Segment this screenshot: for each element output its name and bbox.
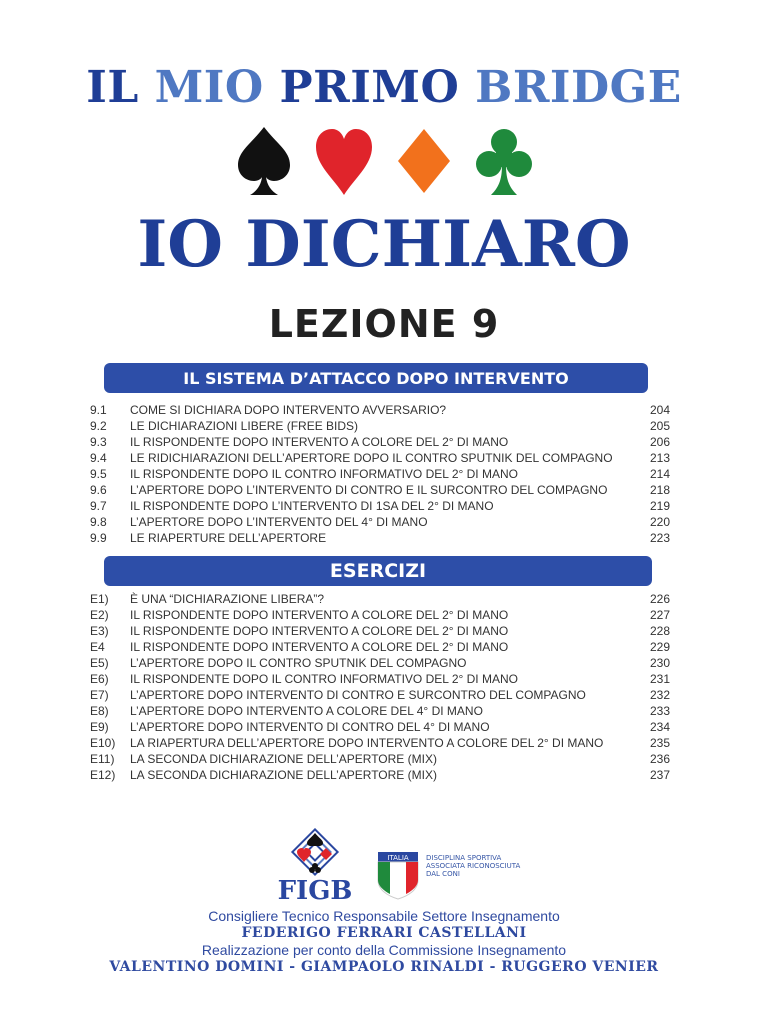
- toc-section-1: [90, 402, 670, 546]
- toc-page: 220: [649, 515, 670, 529]
- toc-row: [90, 687, 670, 703]
- toc-page: 205: [649, 419, 670, 433]
- toc-page: 237: [649, 768, 670, 782]
- toc-page: 234: [649, 720, 670, 734]
- toc-text: IL RISPONDENTE DOPO IL CONTRO INFORMATIVO DEL 2° DI MANO: [130, 467, 518, 481]
- toc-row: [90, 703, 670, 719]
- card-suits-row: [0, 125, 768, 205]
- toc-text: L’APERTORE DOPO IL CONTRO SPUTNIK DEL COMPAGNO: [130, 656, 467, 670]
- toc-row: [90, 514, 670, 530]
- toc-section-2: [90, 591, 670, 783]
- toc-page: 236: [649, 752, 670, 766]
- toc-text: COME SI DICHIARA DOPO INTERVENTO AVVERSARIO?: [130, 403, 447, 417]
- toc-row: [90, 402, 670, 418]
- toc-number: 9.1: [90, 403, 107, 417]
- toc-number: E4: [90, 640, 105, 654]
- toc-number: E11): [90, 752, 115, 766]
- toc-number: E10): [90, 736, 116, 750]
- toc-row: [90, 751, 670, 767]
- club-icon: [474, 125, 534, 197]
- toc-row: [90, 434, 670, 450]
- credits-author: FEDERIGO FERRARI CASTELLANI: [241, 925, 527, 941]
- toc-row: [90, 530, 670, 546]
- toc-row: [90, 735, 670, 751]
- figb-logo: [262, 828, 368, 908]
- section-heading-esercizi: ESERCIZI: [104, 556, 652, 586]
- toc-number: 9.5: [90, 467, 107, 481]
- coni-caption: [426, 854, 536, 878]
- toc-number: E7): [90, 688, 109, 702]
- title-word-2: MIO: [154, 62, 264, 113]
- section-heading-sistema: IL SISTEMA D’ATTACCO DOPO INTERVENTO: [104, 363, 648, 393]
- toc-number: E8): [90, 704, 109, 718]
- toc-page: 235: [649, 736, 670, 750]
- book-title: IO DICHIARO: [137, 207, 631, 282]
- coni-line-2: ASSOCIATA RICONOSCIUTA: [426, 862, 521, 870]
- toc-page: 227: [649, 608, 670, 622]
- toc-row: [90, 466, 670, 482]
- toc-page: 213: [649, 451, 670, 465]
- toc-number: E12): [90, 768, 116, 782]
- toc-text: L’APERTORE DOPO INTERVENTO A COLORE DEL 4° DI MANO: [130, 704, 483, 718]
- toc-row: [90, 591, 670, 607]
- italia-shield-icon: [376, 852, 420, 900]
- logos-area: [0, 828, 768, 908]
- toc-row: [90, 607, 670, 623]
- toc-page: 214: [649, 467, 670, 481]
- toc-page: 229: [649, 640, 670, 654]
- toc-row: [90, 655, 670, 671]
- toc-page: 230: [649, 656, 670, 670]
- toc-page: 223: [649, 531, 670, 545]
- toc-text: LE RIDICHIARAZIONI DELL’APERTORE DOPO IL CONTRO SPUTNIK DEL COMPAGNO: [130, 451, 613, 465]
- heart-icon: [314, 125, 374, 197]
- toc-text: LA SECONDA DICHIARAZIONE DELL’APERTORE (MIX): [130, 752, 437, 766]
- toc-text: LA SECONDA DICHIARAZIONE DELL’APERTORE (MIX): [130, 768, 437, 782]
- toc-page: 228: [649, 624, 670, 638]
- diamond-icon: [394, 125, 454, 197]
- figb-wordmark: FIGB: [277, 876, 353, 906]
- credits: [0, 908, 768, 976]
- coni-line-1: DISCIPLINA SPORTIVA: [426, 854, 502, 862]
- toc-number: E9): [90, 720, 109, 734]
- toc-number: E6): [90, 672, 109, 686]
- coni-logo: [376, 852, 526, 902]
- coni-line-3: DAL CONI: [426, 870, 460, 878]
- toc-number: E5): [90, 656, 109, 670]
- toc-page: 204: [649, 403, 670, 417]
- toc-text: L’APERTORE DOPO INTERVENTO DI CONTRO DEL 4° DI MANO: [130, 720, 490, 734]
- toc-row: [90, 450, 670, 466]
- italia-label: ITALIA: [387, 854, 409, 862]
- toc-text: L’APERTORE DOPO L’INTERVENTO DEL 4° DI MANO: [130, 515, 428, 529]
- toc-number: 9.6: [90, 483, 107, 497]
- title-word-1: IL: [86, 62, 139, 113]
- title-word-3: PRIMO: [279, 62, 460, 113]
- toc-text: LA RIAPERTURA DELL’APERTORE DOPO INTERVENTO A COLORE DEL 2° DI MANO: [130, 736, 604, 750]
- toc-page: 232: [649, 688, 670, 702]
- toc-number: 9.8: [90, 515, 107, 529]
- figb-emblem-icon: [262, 828, 368, 878]
- toc-text: IL RISPONDENTE DOPO IL CONTRO INFORMATIVO DEL 2° DI MANO: [130, 672, 518, 686]
- toc-number: 9.4: [90, 451, 107, 465]
- toc-row: [90, 671, 670, 687]
- toc-number: E2): [90, 608, 109, 622]
- toc-number: E1): [90, 592, 109, 606]
- toc-number: 9.9: [90, 531, 107, 545]
- toc-page: 231: [649, 672, 670, 686]
- toc-text: L’APERTORE DOPO L’INTERVENTO DI CONTRO E IL SURCONTRO DEL COMPAGNO: [130, 483, 608, 497]
- toc-text: IL RISPONDENTE DOPO INTERVENTO A COLORE DEL 2° DI MANO: [130, 608, 509, 622]
- toc-row: [90, 498, 670, 514]
- toc-number: 9.7: [90, 499, 107, 513]
- book-series-title: [0, 58, 768, 118]
- toc-row: [90, 482, 670, 498]
- toc-number: 9.2: [90, 419, 107, 433]
- spade-icon: [234, 125, 294, 197]
- toc-page: 233: [649, 704, 670, 718]
- toc-page: 226: [649, 592, 670, 606]
- toc-text: LE DICHIARAZIONI LIBERE (FREE BIDS): [130, 419, 359, 433]
- toc-row: [90, 418, 670, 434]
- toc-row: [90, 623, 670, 639]
- toc-text: LE RIAPERTURE DELL’APERTORE: [130, 531, 327, 545]
- toc-row: [90, 767, 670, 783]
- toc-text: IL RISPONDENTE DOPO INTERVENTO A COLORE DEL 2° DI MANO: [130, 435, 509, 449]
- toc-page: 206: [649, 435, 670, 449]
- toc-row: [90, 639, 670, 655]
- toc-text: L’APERTORE DOPO INTERVENTO DI CONTRO E SURCONTRO DEL COMPAGNO: [130, 688, 586, 702]
- credits-role: Consigliere Tecnico Responsabile Settore Insegnamento: [208, 908, 560, 924]
- toc-text: IL RISPONDENTE DOPO L’INTERVENTO DI 1SA DEL 2° DI MANO: [130, 499, 494, 513]
- title-word-4: BRIDGE: [475, 62, 682, 113]
- toc-page: 219: [649, 499, 670, 513]
- lesson-title: LEZIONE 9: [268, 302, 500, 346]
- toc-row: [90, 719, 670, 735]
- toc-number: E3): [90, 624, 109, 638]
- toc-text: IL RISPONDENTE DOPO INTERVENTO A COLORE DEL 2° DI MANO: [130, 640, 509, 654]
- toc-page: 218: [649, 483, 670, 497]
- toc-number: 9.3: [90, 435, 107, 449]
- credits-team: VALENTINO DOMINI - GIAMPAOLO RINALDI - RUGGERO VENIER: [109, 959, 659, 975]
- credits-production: Realizzazione per conto della Commissione Insegnamento: [201, 942, 567, 958]
- toc-text: È UNA “DICHIARAZIONE LIBERA”?: [130, 592, 325, 606]
- toc-text: IL RISPONDENTE DOPO INTERVENTO A COLORE DEL 2° DI MANO: [130, 624, 509, 638]
